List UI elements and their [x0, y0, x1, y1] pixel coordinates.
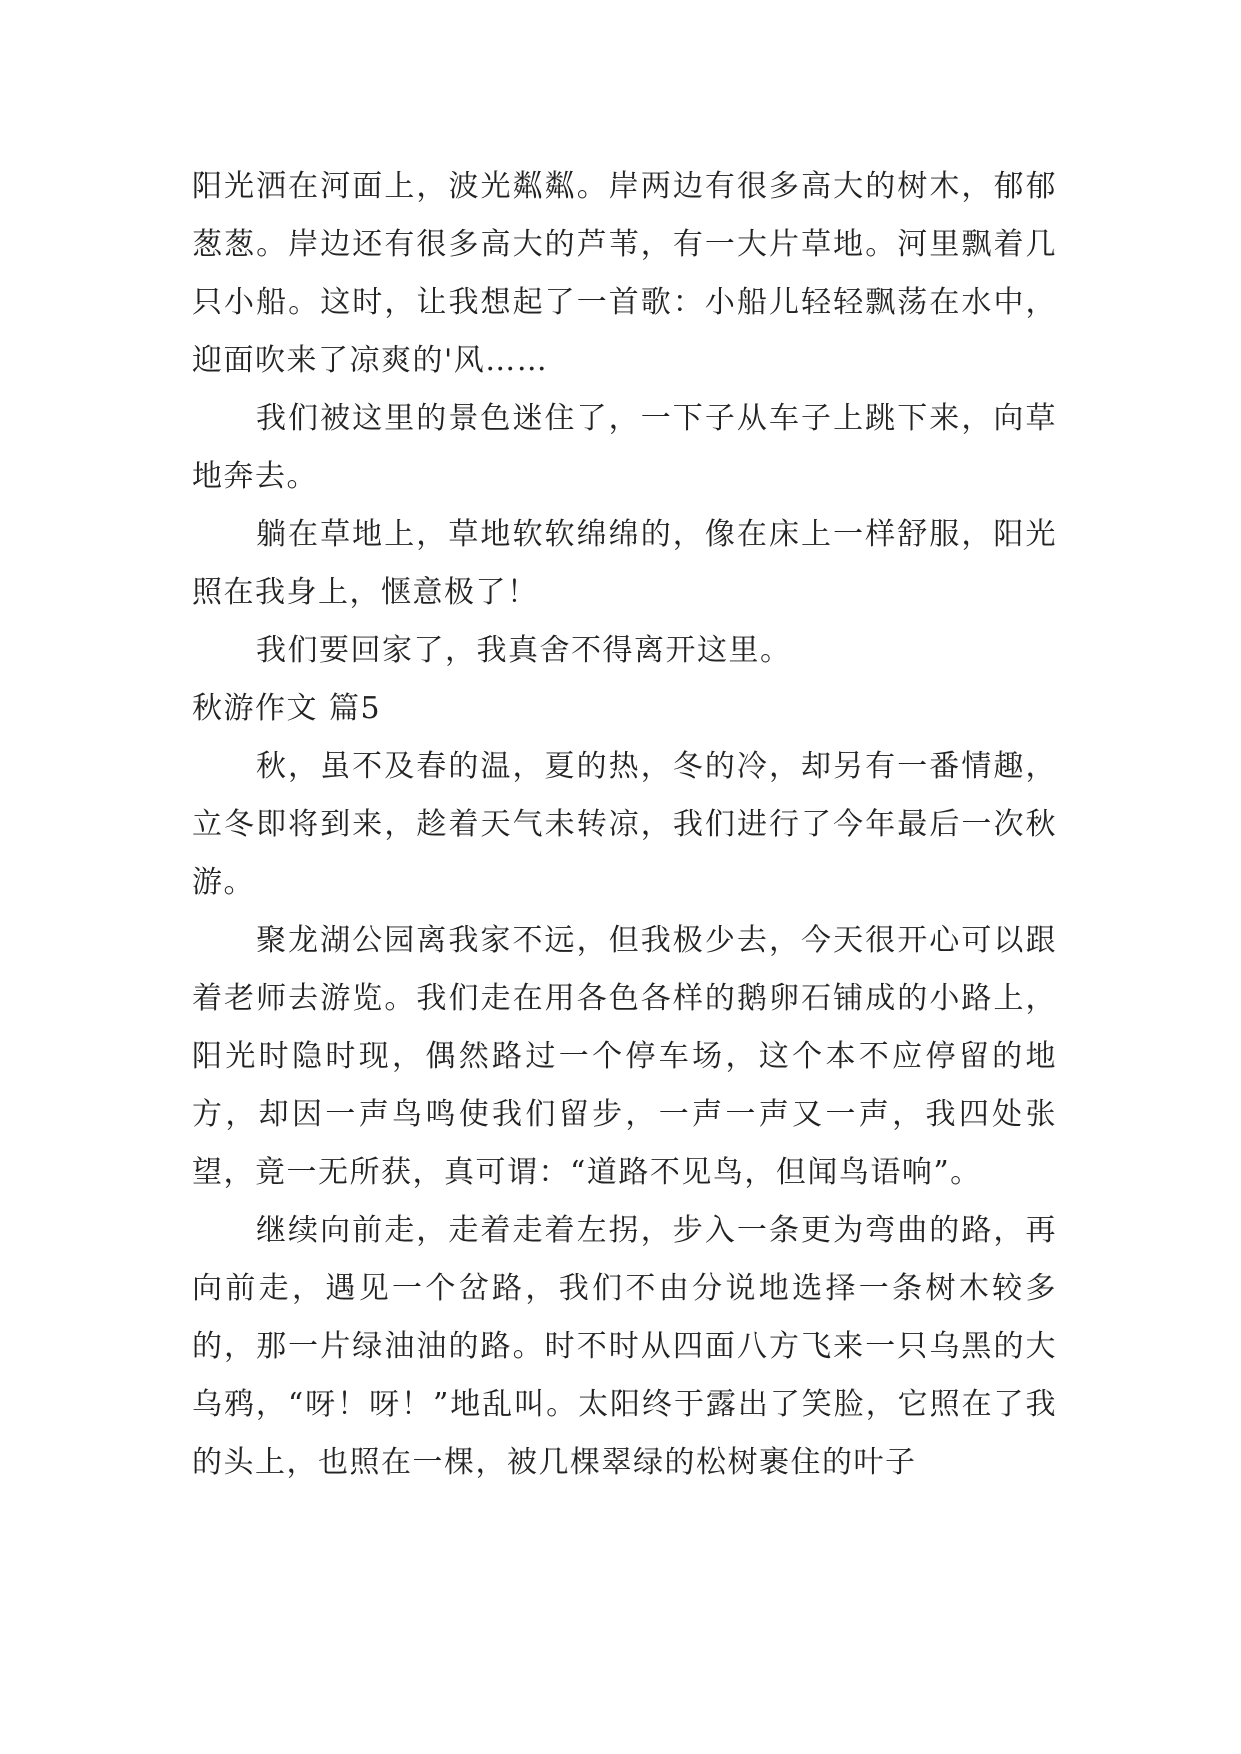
paragraph-scenery: 我们被这里的景色迷住了，一下子从车子上跳下来，向草地奔去。	[192, 401, 1057, 494]
section-heading: 秋游作文 篇5	[192, 691, 382, 726]
paragraph-park: 聚龙湖公园离我家不远，但我极少去，今天很开心可以跟着老师去游览。我们走在用各色各样的鹅卵石铺成的小路上，阳光时隐时现，偶然路过一个停车场，这个本不应停留的地方，却因一声鸟鸣使我们留步，一声一声又一声，我四处张望，竟一无所获，真可谓：“道路不见鸟，但闻鸟语响”。	[192, 923, 1057, 1190]
document-page	[192, 158, 1057, 1492]
paragraph-autumn-intro: 秋，虽不及春的温，夏的热，冬的冷，却另有一番情趣，立冬即将到来，趁着天气未转凉，我们进行了今年最后一次秋游。	[192, 749, 1057, 900]
paragraph-path: 继续向前走，走着走着左拐，步入一条更为弯曲的路，再向前走，遇见一个岔路，我们不由分说地选择一条树木较多的，那一片绿油油的路。时不时从四面八方飞来一只乌黑的大乌鸦，“呀！呀！”地乱叫。太阳终于露出了笑脸，它照在了我的头上，也照在一棵，被几棵翠绿的松树裹住的叶子	[192, 1213, 1057, 1480]
paragraph-go-home: 我们要回家了，我真舍不得离开这里。	[256, 633, 792, 668]
paragraph-grass: 躺在草地上，草地软软绵绵的，像在床上一样舒服，阳光照在我身上，惬意极了！	[192, 517, 1057, 610]
paragraph-river: 阳光洒在河面上，波光粼粼。岸两边有很多高大的树木，郁郁葱葱。岸边还有很多高大的芦苇，有一大片草地。河里飘着几只小船。这时，让我想起了一首歌：小船儿轻轻飘荡在水中，迎面吹来了凉爽的'风……	[192, 169, 1057, 378]
